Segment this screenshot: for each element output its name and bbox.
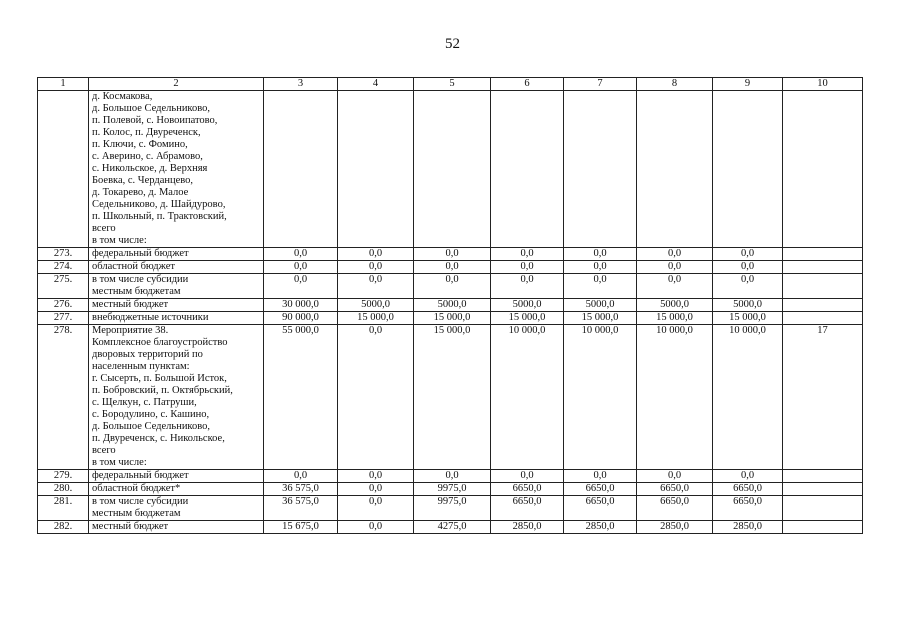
value-cell-3: 0,0 [264,261,338,274]
value-cell-5: 4275,0 [414,521,491,534]
value-cell-3: 36 575,0 [264,483,338,496]
value-cell-7: 0,0 [564,248,637,261]
table-row [38,299,863,312]
value-cell-10 [783,496,863,521]
value-cell-7: 5000,0 [564,299,637,312]
value-cell-9: 15 000,0 [713,312,783,325]
value-cell-6: 15 000,0 [491,312,564,325]
value-cell-4: 0,0 [338,248,414,261]
row-number-cell: 273. [38,248,89,261]
value-cell-3 [264,91,338,248]
row-number-cell: 276. [38,299,89,312]
value-cell-4: 0,0 [338,325,414,470]
value-cell-4: 0,0 [338,521,414,534]
table-row [38,261,863,274]
value-cell-4: 0,0 [338,261,414,274]
value-cell-6: 0,0 [491,470,564,483]
value-cell-6: 0,0 [491,274,564,299]
value-cell-10 [783,91,863,248]
value-cell-9: 2850,0 [713,521,783,534]
value-cell-5: 9975,0 [414,483,491,496]
value-cell-6: 2850,0 [491,521,564,534]
value-cell-3: 36 575,0 [264,496,338,521]
value-cell-6: 0,0 [491,248,564,261]
value-cell-8: 2850,0 [637,521,713,534]
row-name-cell: в том числе субсидии местным бюджетам [89,496,264,521]
page-number: 52 [445,36,460,52]
value-cell-8: 6650,0 [637,496,713,521]
row-name-cell: областной бюджет [89,261,264,274]
value-cell-6: 5000,0 [491,299,564,312]
header-cell: 9 [713,78,783,91]
table-row [38,325,863,470]
value-cell-9: 6650,0 [713,496,783,521]
value-cell-8: 0,0 [637,274,713,299]
table-row [38,496,863,521]
value-cell-7: 10 000,0 [564,325,637,470]
row-name-cell: местный бюджет [89,299,264,312]
value-cell-7: 15 000,0 [564,312,637,325]
value-cell-4: 0,0 [338,483,414,496]
row-number-cell: 281. [38,496,89,521]
row-number-cell: 282. [38,521,89,534]
value-cell-9: 5000,0 [713,299,783,312]
header-cell: 4 [338,78,414,91]
value-cell-10 [783,521,863,534]
value-cell-4: 15 000,0 [338,312,414,325]
table-row [38,274,863,299]
value-cell-3: 15 675,0 [264,521,338,534]
value-cell-10 [783,299,863,312]
header-cell: 7 [564,78,637,91]
row-name-cell: федеральный бюджет [89,470,264,483]
value-cell-9: 0,0 [713,248,783,261]
value-cell-5: 0,0 [414,470,491,483]
row-name-cell: областной бюджет* [89,483,264,496]
value-cell-5: 0,0 [414,274,491,299]
row-name-cell: федеральный бюджет [89,248,264,261]
value-cell-4: 0,0 [338,496,414,521]
value-cell-5: 0,0 [414,261,491,274]
value-cell-8 [637,91,713,248]
value-cell-6: 6650,0 [491,496,564,521]
row-number-cell: 275. [38,274,89,299]
value-cell-8: 10 000,0 [637,325,713,470]
value-cell-8: 15 000,0 [637,312,713,325]
value-cell-5 [414,91,491,248]
row-name-cell: местный бюджет [89,521,264,534]
value-cell-7 [564,91,637,248]
header-cell: 5 [414,78,491,91]
table-row [38,91,863,248]
value-cell-10 [783,261,863,274]
value-cell-6 [491,91,564,248]
value-cell-7: 2850,0 [564,521,637,534]
value-cell-7: 6650,0 [564,496,637,521]
value-cell-9: 6650,0 [713,483,783,496]
value-cell-4: 0,0 [338,470,414,483]
value-cell-3: 0,0 [264,248,338,261]
header-cell: 8 [637,78,713,91]
value-cell-3: 30 000,0 [264,299,338,312]
row-number-cell: 278. [38,325,89,470]
row-name-cell: внебюджетные источники [89,312,264,325]
value-cell-7: 0,0 [564,261,637,274]
row-number-cell: 279. [38,470,89,483]
value-cell-7: 0,0 [564,470,637,483]
budget-table [37,77,863,534]
table-row [38,248,863,261]
value-cell-9: 0,0 [713,470,783,483]
row-name-cell: Мероприятие 38. Комплексное благоустройство дворовых территорий по населенным пунктам: г. Сысерть, п. Большой Исток, п. Бобровский, п. Октябрьский, с. Щелкун, с. Патруши, с. Бородулино, с. Кашино, д. Большое Седельниково, п. Двуреченск, с. Никольское, всего в том числе: [89,325,264,470]
value-cell-3: 0,0 [264,274,338,299]
value-cell-5: 5000,0 [414,299,491,312]
table-row [38,470,863,483]
value-cell-3: 0,0 [264,470,338,483]
row-name-cell: д. Космакова, д. Большое Седельниково, п. Полевой, с. Новоипатово, п. Колос, п. Двуреченск, п. Ключи, с. Фомино, с. Аверино, с. Абрамово, с. Никольское, д. Верхняя Боевка, с. Черданцево, д. Токарево, д. Малое Седельниково, д. Шайдурово, п. Школьный, п. Трактовский, всего в том числе: [89,91,264,248]
value-cell-6: 10 000,0 [491,325,564,470]
header-cell: 6 [491,78,564,91]
value-cell-7: 6650,0 [564,483,637,496]
value-cell-8: 5000,0 [637,299,713,312]
header-cell: 10 [783,78,863,91]
value-cell-5: 15 000,0 [414,325,491,470]
value-cell-10: 17 [783,325,863,470]
value-cell-10 [783,470,863,483]
table-row [38,521,863,534]
value-cell-9: 0,0 [713,261,783,274]
value-cell-5: 15 000,0 [414,312,491,325]
value-cell-10 [783,248,863,261]
row-number-cell: 277. [38,312,89,325]
value-cell-10 [783,312,863,325]
value-cell-7: 0,0 [564,274,637,299]
value-cell-6: 0,0 [491,261,564,274]
value-cell-4: 5000,0 [338,299,414,312]
table-header-row [38,78,863,91]
value-cell-8: 6650,0 [637,483,713,496]
value-cell-4: 0,0 [338,274,414,299]
value-cell-10 [783,483,863,496]
value-cell-3: 90 000,0 [264,312,338,325]
row-name-cell: в том числе субсидии местным бюджетам [89,274,264,299]
value-cell-5: 9975,0 [414,496,491,521]
value-cell-4 [338,91,414,248]
value-cell-9: 10 000,0 [713,325,783,470]
table-row [38,483,863,496]
row-number-cell: 280. [38,483,89,496]
table-row [38,312,863,325]
value-cell-5: 0,0 [414,248,491,261]
value-cell-9 [713,91,783,248]
value-cell-3: 55 000,0 [264,325,338,470]
row-number-cell: 274. [38,261,89,274]
value-cell-8: 0,0 [637,261,713,274]
value-cell-9: 0,0 [713,274,783,299]
header-cell: 2 [89,78,264,91]
value-cell-8: 0,0 [637,470,713,483]
value-cell-8: 0,0 [637,248,713,261]
header-cell: 3 [264,78,338,91]
header-cell: 1 [38,78,89,91]
value-cell-6: 6650,0 [491,483,564,496]
row-number-cell [38,91,89,248]
value-cell-10 [783,274,863,299]
